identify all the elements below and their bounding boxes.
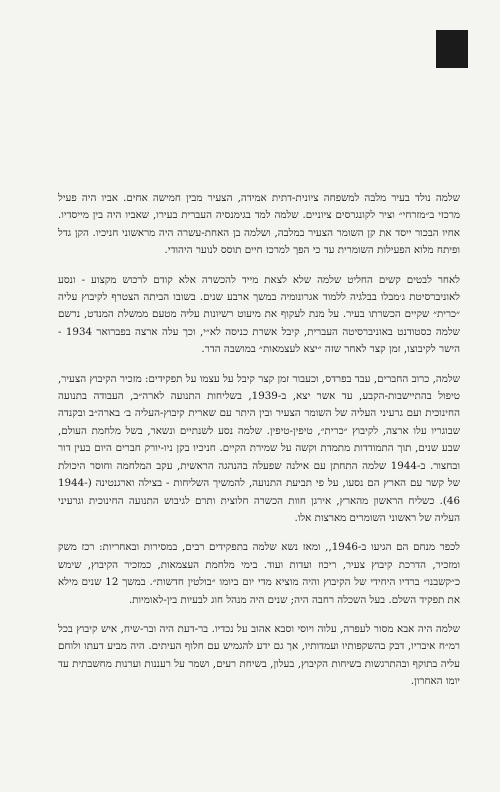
paragraph-family: שלמה היה אבא מסור לעפרה, עלוה ויוסי וסבא אהוב על נכדיו. בר-דעת היה ובר-שיח, איש קיבוץ בכל רמ״ח איבריו, דבק בהשקפותיו ועמדותיו, אך גם ידע להגמיש עם חלוף העיתים. היה מביע דעתו ולוחם עליה בתוקף ובהתרגשות בשיחות הקיבוץ, בעלון, בשיחת רעים, ושמר על רעננות וערנות מחשבתית עד יומו האחרון. — [58, 622, 460, 688]
paragraph-education: לאחר לבטים קשים החליט שלמה שלא לצאת מייד להכשרה אלא קודם לרכוש מקצוע - ונסע לאוניברסיטת ג׳מבלו בבלגיה ללמוד אגרונומיה במשך ארבע שנים. בשובו הביתה הצטרף לקיבוץ עליה ״כרית״ שקיים הכשרתו בעיר. על מנת לעקוף את מיעוט רשיונות עליה מטעם ממשלת המנדט, נרשם שלמה כסטודנט באוניברסיטה העברית, קיבל אשרת כניסה לא״י, וכך עלה ארצה בפברואר 1934 - הישר לקיבוצו, זמן קצר לאחר שזה ״יצא לעצמאות״ במושבה הדר. — [58, 273, 460, 356]
corner-black-square — [436, 30, 468, 68]
paragraph-birth: שלמה נולד בעיר מלבה למשפחה ציונית-דתית אמידה, הצעיר מבין חמישה אחים. אביו היה פעיל מרכזי ב״מזרחי״ וציר לקונגרסים ציוניים. שלמה למד בגימנסיה העברית בעירו, שאביו היה בין מייסדיו. אחיו הבכור ייסד את קן השומר הצעיר במלבה, ושלמה בן האחת-עשרה היה מראשוני חניכיו. הקן גדל ופיתח מלוא הפעילות השומרית עד כי הפך למרכז חיים תוסס לנוער היהודי. — [58, 192, 460, 257]
paragraph-mission: שלמה, כרוב החברים, עבד בפרדס, וכעבור זמן קצר קיבל על עצמו על תפקידים: מזכיר הקיבוץ הצעיר, טיפול בהתיישבות-הקבע, עד אשר יצא, ב-1939, בשליחות התנועה לארה״ב, העבודה בתנועה החינוכית ועם גרעיני העליה של השומר הצעיר ובין היתר עם שארית קיבוץ-העליה ב׳ בארה״ב ובקנדה שבוגריו עלו ארצה, לקיבוץ ״כרית״, טיפין-טיפין. שלמה נסע לשנתיים ונשאר, בשל מלחמת העולם, שבע שנים, תוך התמודדות מתמדת וקשה על שמירת הקיים. חניכיו בקן ניו-יורק חברים היום בעין דור ובחצור. ב-1944 שלמה התחתן עם אילנה שפעלה בהנהגה הראשית, עקב המלחמה וחוסר היכולת של קשר עם הארץ הם נסעו, על פי תביעת התנועה, להמשיך השליחות - בצילה וארגנטינה (1944-46). כשליח הראשון מהארץ, אירגן חוות הכשרה חלוצית ותרם לגיבוש התנועה החינוכית וגרעיני העליה של ראשוני השומרים מארצות אלו. — [58, 372, 460, 524]
paragraph-kfar-menachem: לכפר מנחם הם הגיעו ב-1946,, ומאז נשא שלמה בתפקידים רבים, במסירות ובאחריות: רכז משק ומזכיר, הדרכת קיבוץ צעיר, ריכוז ועדות ועוד. בימי מלחמת העצמאות, כמזכיר הקיבוץ, שימש כ״קשבנו״ ברדיו היחידי של הקיבוץ והיה מוציא מדי יום ביומו ״בולטין חדשות״. במשך 12 שנים מילא את תפקיד השלם. בעל השכלה רחבה היה; שנים היה מנהל חוג לבעיות בין-לאומיות. — [58, 541, 461, 606]
body-text — [58, 190, 460, 703]
